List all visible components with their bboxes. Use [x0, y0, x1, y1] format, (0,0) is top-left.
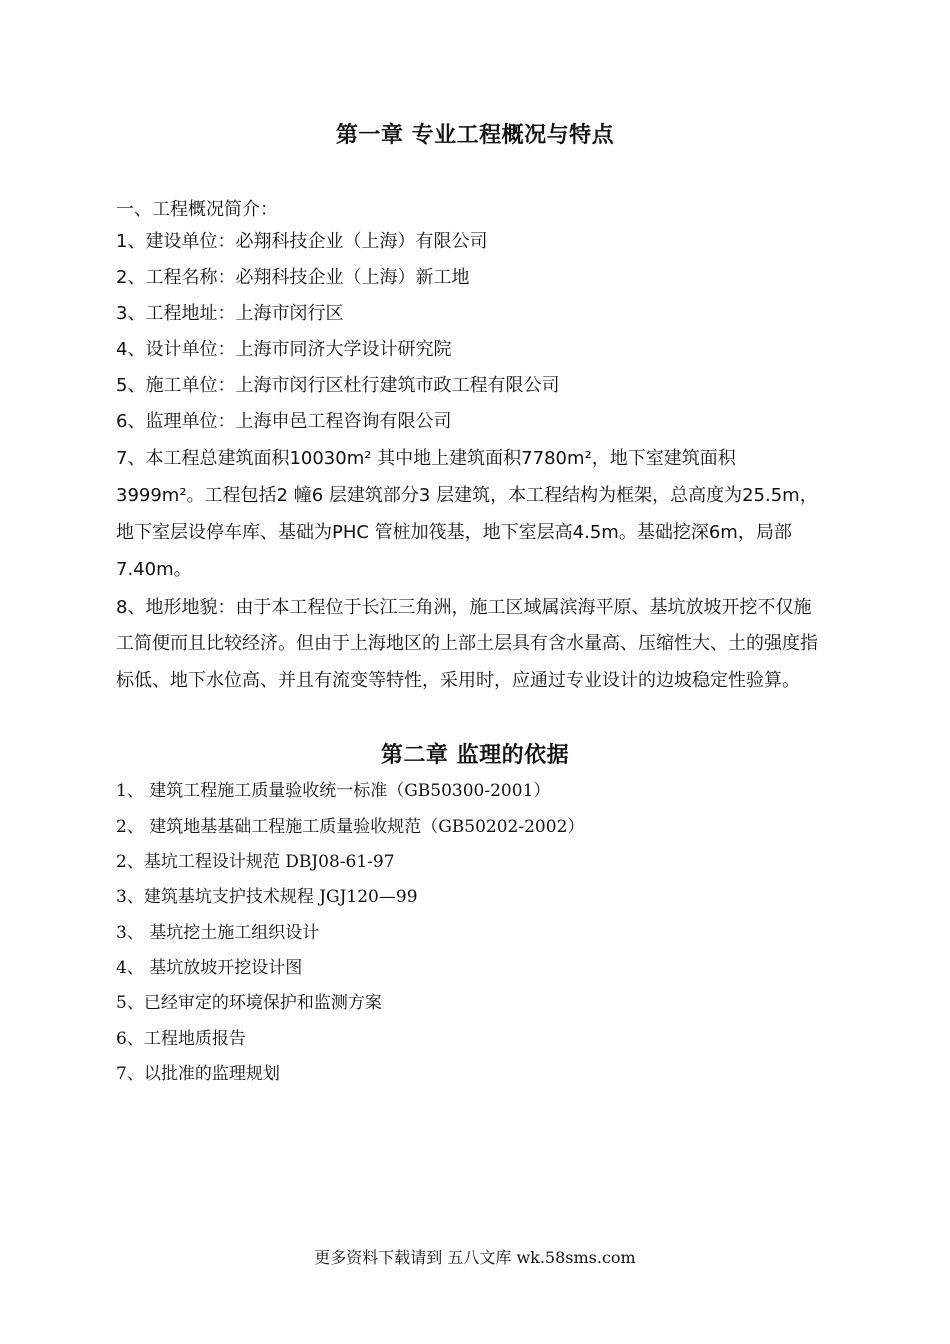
list-item: 4、设计单位：上海市同济大学设计研究院: [116, 339, 452, 360]
list-item: 5、施工单位：上海市闵行区杜行建筑市政工程有限公司: [116, 375, 560, 396]
item8-line: 8、地形地貌：由于本工程位于长江三角洲，施工区域属滨海平原、基坑放坡开挖不仅施: [116, 597, 812, 618]
item8-line: 标低、地下水位高、并且有流变等特性，采用时，应通过专业设计的边坡稳定性验算。: [116, 670, 800, 691]
chapter2-title: 第二章 监理的依据: [380, 743, 570, 768]
item7-line: 7、本工程总建筑面积10030m² 其中地上建筑面积7780m²，地下室建筑面积: [116, 448, 736, 469]
list-item: 1、建设单位：必翔科技企业（上海）有限公司: [116, 231, 488, 252]
item7-line: 3999m²。工程包括2 幢6 层建筑部分3 层建筑，本工程结构为框架，总高度为25.5m，: [116, 485, 818, 506]
item7-line: 7.40m。: [116, 559, 192, 580]
basis-item: 1、 建筑工程施工质量验收统一标准（GB50300-2001）: [116, 781, 551, 801]
list-item: 3、工程地址：上海市闵行区: [116, 303, 344, 324]
overview-heading: 一、工程概况简介：: [116, 199, 278, 220]
footer-link[interactable]: 更多资料下载请到 五八文库 wk.58sms.com: [314, 1248, 636, 1267]
basis-item: 5、已经审定的环境保护和监测方案: [116, 993, 382, 1013]
basis-item: 4、 基坑放坡开挖设计图: [116, 958, 303, 978]
basis-item: 6、工程地质报告: [116, 1029, 246, 1049]
list-item: 6、监理单位：上海申邑工程咨询有限公司: [116, 411, 452, 432]
basis-item: 3、 基坑挖土施工组织设计: [116, 923, 320, 943]
basis-item: 2、基坑工程设计规范 DBJ08-61-97: [116, 852, 395, 872]
chapter1-title: 第一章 专业工程概况与特点: [335, 123, 615, 148]
item7-line: 地下室层设停车库、基础为PHC 管桩加筏基，地下室层高4.5m。基础挖深6m，局部: [116, 522, 792, 543]
basis-item: 3、建筑基坑支护技术规程 JGJ120—99: [116, 887, 418, 907]
basis-item: 2、 建筑地基基础工程施工质量验收规范（GB50202-2002）: [116, 817, 585, 837]
list-item: 2、工程名称：必翔科技企业（上海）新工地: [116, 267, 470, 288]
item8-line: 工简便而且比较经济。但由于上海地区的上部土层具有含水量高、压缩性大、土的强度指: [116, 633, 818, 654]
basis-item: 7、以批准的监理规划: [116, 1064, 280, 1084]
